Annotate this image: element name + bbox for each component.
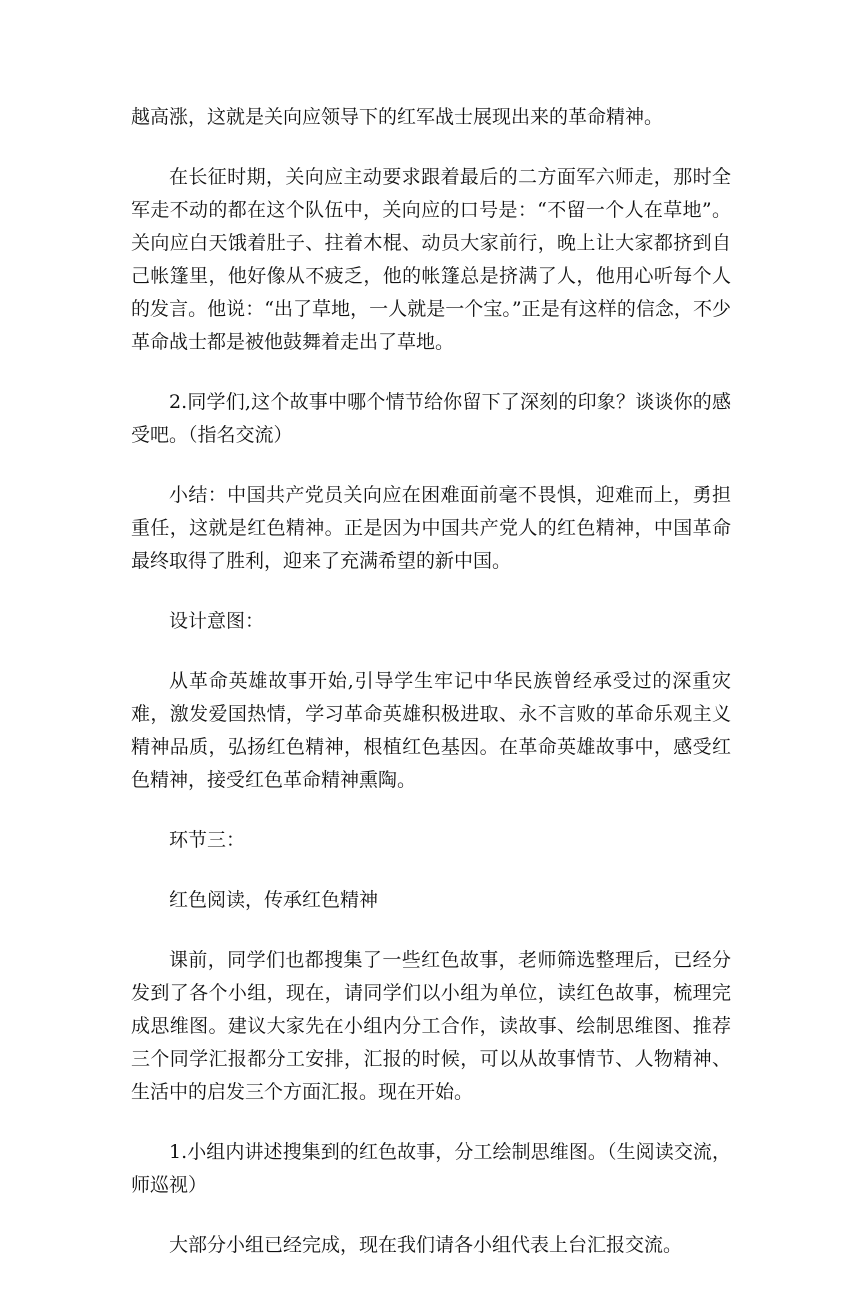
- paragraph-continuation: 越高涨，这就是关向应领导下的红军战士展现出来的革命精神。: [131, 106, 664, 128]
- paragraph-section-three-heading: 环节三：: [169, 829, 246, 851]
- paragraph-design-intent-heading: 设计意图：: [169, 610, 265, 632]
- paragraph-question: 2.同学们,这个故事中哪个情节给你留下了深刻的印象？谈谈你的感受吧。（指名交流）: [131, 391, 731, 446]
- paragraph-report: 大部分小组已经完成，现在我们请各小组代表上台汇报交流。: [169, 1234, 683, 1256]
- paragraph-section-three-title: 红色阅读，传承红色精神: [169, 889, 379, 911]
- paragraph-step-one: 1.小组内讲述搜集到的红色故事，分工绘制思维图。（生阅读交流，师巡视）: [131, 1141, 731, 1196]
- paragraph-instructions: 课前，同学们也都搜集了一些红色故事，老师筛选整理后，已经分发到了各个小组，现在，请同学们以小组为单位，读红色故事，梳理完成思维图。建议大家先在小组内分工合作，读故事、绘制思维图、推荐三个同学汇报都分工安排，汇报的时候，可以从故事情节、人物精神、生活中的启发三个方面汇报。现在开始。: [131, 949, 731, 1103]
- document-body: [131, 101, 731, 1289]
- paragraph-design-intent: 从革命英雄故事开始,引导学生牢记中华民族曾经承受过的深重灾难，激发爱国热情，学习革命英雄积极进取、永不言败的革命乐观主义精神品质，弘扬红色精神，根植红色基因。在革命英雄故事中，感受红色精神，接受红色革命精神熏陶。: [131, 670, 731, 791]
- paragraph-story: 在长征时期，关向应主动要求跟着最后的二方面军六师走，那时全军走不动的都在这个队伍中，关向应的口号是：“不留一个人在草地”。关向应白天饿着肚子、拄着木棍、动员大家前行，晚上让大家都挤到自己帐篷里，他好像从不疲乏，他的帐篷总是挤满了人，他用心听每个人的发言。他说：“出了草地，一人就是一个宝。”正是有这样的信念，不少革命战士都是被他鼓舞着走出了草地。: [131, 166, 731, 353]
- paragraph-summary: 小结：中国共产党员关向应在困难面前毫不畏惧，迎难而上，勇担重任，这就是红色精神。正是因为中国共产党人的红色精神，中国革命最终取得了胜利，迎来了充满希望的新中国。: [131, 484, 731, 572]
